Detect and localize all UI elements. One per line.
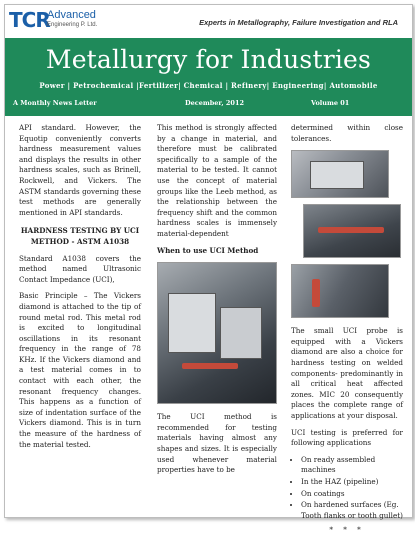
newsletter-frequency: A Monthly News Letter <box>13 99 97 107</box>
company-logo <box>9 8 129 36</box>
applications-list <box>291 455 403 522</box>
list-item: • On coatings <box>301 489 403 500</box>
col1-paragraph-1: API standard. However, the Equotip conveniently converts hardness measurement values and displays the results in other hardness scales, such as Brinell, Rockwell, and Vickers. The ASTM standards governing these test methods are generally mentioned in API standards. <box>19 123 141 217</box>
probe-icon <box>312 279 320 307</box>
top-bar <box>5 5 412 38</box>
col2-heading: When to use UCI Method <box>157 245 259 255</box>
list-item: • On ready assembled machines <box>301 455 403 476</box>
photo-placeholder-icon <box>303 204 401 258</box>
photo-placeholder-icon <box>291 264 389 318</box>
issue-volume: Volume 01 <box>311 99 350 107</box>
tester-device-icon <box>220 307 262 359</box>
newsletter-page <box>4 4 413 535</box>
issue-date: December, 2012 <box>185 99 244 107</box>
col2-paragraph-2: The UCI method is recommended for testing materials having almost any shapes and sizes. It is especially used whenever material properties have to be <box>157 412 277 475</box>
photo-placeholder-icon <box>291 150 389 198</box>
section-end-stars: * * * <box>329 525 365 535</box>
tagline: Experts in Metallography, Failure Investigation and RLA <box>199 18 398 27</box>
col1-paragraph-3: Basic Principle – The Vickers diamond is attached to the tip of round metal rod. This metal rod is excited to longitudinal oscillations in its resonant frequency in the range of 78 KHz. If the Vickers diamond and a test material comes in to contact with each other, the resonant frequency changes. This happens as a function of size of indentation surface of the Vickers diamond. This is in turn the measure of the hardness of the material tested. <box>19 291 141 449</box>
column-3 <box>291 123 403 536</box>
col1-paragraph-2: Standard A1038 covers the method named Ultrasonic Contact Impedance (UCI), <box>19 253 141 284</box>
industries-subtitle: Power | Petrochemical |Fertilizer| Chemical | Refinery| Engineering| Automobile <box>39 81 378 90</box>
col3-paragraph-1: determined within close tolerances. <box>291 123 403 143</box>
col3-paragraph-3: UCI testing is preferred for following applications <box>291 427 403 448</box>
col2-paragraph-1: This method is strongly affected by a change in material, and therefore must be calibrated specifically to a sample of the material to be tested. It cannot use the concept of material groups like the Leeb method, as the relationship between the frequency shift and the common hardness scales is immensely material-dependent <box>157 123 277 238</box>
logo-mark: TCR <box>9 8 50 32</box>
logo-subtitle: Engineering P. Ltd. <box>47 22 98 28</box>
probe-icon <box>182 363 238 369</box>
col3-paragraph-2: The small UCI probe is equipped with a Vickers diamond are also a choice for hardness testing on welded components- predominantly in all critical heat affected zones. MIC 20 consequently places the complete range of applications at your disposal. <box>291 326 403 420</box>
col1-heading: HARDNESS TESTING BY UCI METHOD - ASTM A1038 <box>20 226 140 246</box>
masthead-band <box>5 38 412 116</box>
probe-icon <box>318 227 384 233</box>
list-item: • On hardened surfaces (Eg. Tooth flanks or tooth gullet) <box>301 500 403 521</box>
logo-name: Advanced <box>47 9 96 21</box>
list-item: • In the HAZ (pipeline) <box>301 477 403 488</box>
column-1 <box>19 123 141 456</box>
tester-device-icon <box>168 293 216 353</box>
issue-meta <box>5 99 412 111</box>
newsletter-title: Metallurgy for Industries <box>45 45 372 74</box>
photo-placeholder-icon <box>157 262 277 404</box>
column-2 <box>157 123 277 482</box>
tester-device-icon <box>310 161 364 189</box>
